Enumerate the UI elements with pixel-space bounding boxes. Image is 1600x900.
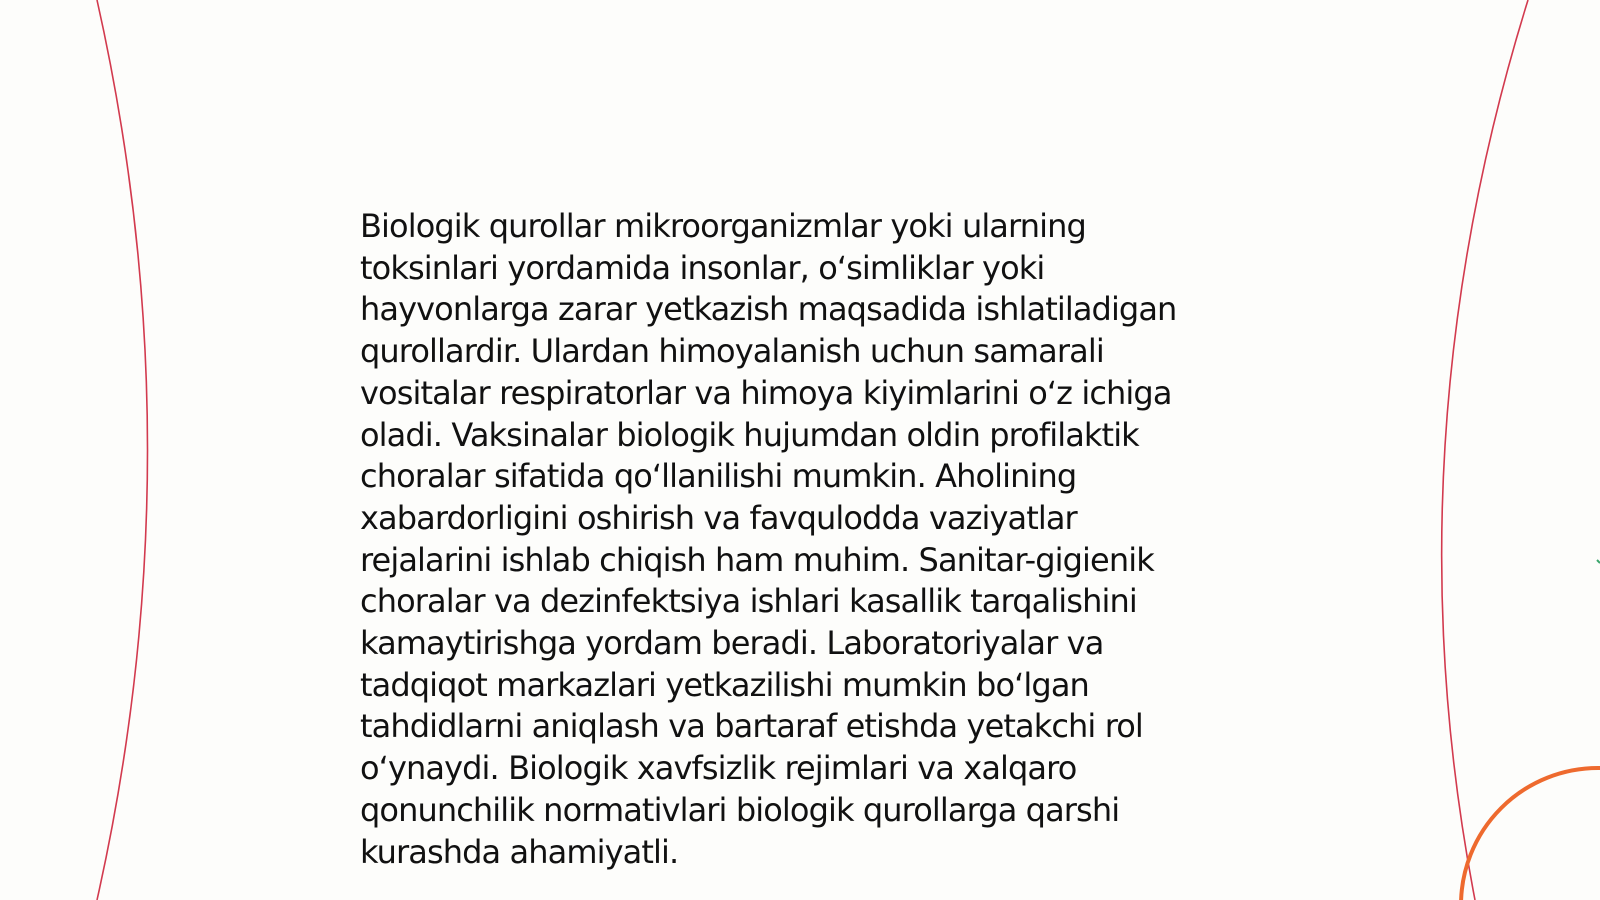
body-text-line: choralar sifatida qoʻllanilishi mumkin. Aholining [360, 457, 1077, 496]
body-text-line: oladi. Vaksinalar biologik hujumdan oldin profilaktik [360, 415, 1139, 454]
body-text-line: oʻynaydi. Biologik xavfsizlik rejimlari va xalqaro [360, 749, 1077, 788]
body-text-line: kamaytirishga yordam beradi. Laboratoriyalar va [360, 624, 1104, 663]
body-text-line: xabardorligini oshirish va favqulodda vaziyatlar [360, 498, 1077, 537]
body-text-line: tahdidlarni aniqlash va bartaraf etishda yetakchi rol [360, 707, 1143, 746]
body-text-line: tadqiqot markazlari yetkazilishi mumkin boʻlgan [360, 665, 1089, 704]
right-red-arc [1442, 0, 1528, 900]
body-text-line: hayvonlarga zarar yetkazish maqsadida ishlatiladigan [360, 290, 1177, 329]
orange-circle-arc [1461, 768, 1600, 900]
body-text-line: toksinlari yordamida insonlar, oʻsimliklar yoki [360, 248, 1045, 287]
body-text-line: kurashda ahamiyatli. [360, 832, 679, 871]
body-text-line: vositalar respiratorlar va himoya kiyimlarini oʻz ichiga [360, 373, 1172, 412]
body-text-line: qurollardir. Ulardan himoyalanish uchun samarali [360, 332, 1104, 371]
body-paragraph [360, 206, 1250, 873]
left-red-arc [97, 0, 148, 900]
body-text-line: choralar va dezinfektsiya ishlari kasallik tarqalishini [360, 582, 1137, 621]
body-text-line: Biologik qurollar mikroorganizmlar yoki ularning [360, 207, 1086, 245]
body-text-line: qonunchilik normativlari biologik qurollarga qarshi [360, 790, 1120, 829]
body-text-line: rejalarini ishlab chiqish ham muhim. Sanitar-gigienik [360, 540, 1154, 579]
